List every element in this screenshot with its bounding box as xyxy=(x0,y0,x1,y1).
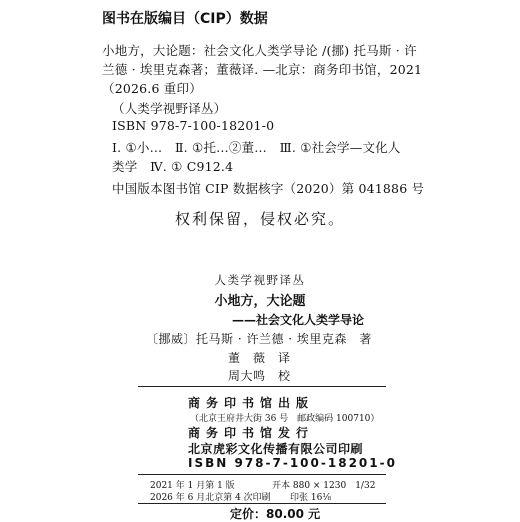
cip-line: 中国版本图书馆 CIP 数据核字（2020）第 041886 号 xyxy=(112,181,425,196)
book-subtitle: ——社会文化人类学导论 xyxy=(232,313,365,327)
cip-line: （2026.6 重印） xyxy=(102,81,202,96)
author-credit: 〔挪威〕托马斯 · 许兰德 · 埃里克森 著 xyxy=(146,332,372,346)
cip-line: （人类学视野译丛） xyxy=(112,101,227,116)
divider xyxy=(138,386,386,387)
cip-line: 类学 Ⅳ. ① C912.4 xyxy=(112,159,234,174)
translator-credit: 董 薇 译 xyxy=(228,351,291,365)
book-format: 开本 880 × 1230 1/32 xyxy=(272,481,376,491)
rights-notice: 权利保留，侵权必究。 xyxy=(174,210,345,228)
cip-line: 兰德 · 埃里克森著；董薇译. —北京：商务印书馆，2021 xyxy=(102,62,423,77)
divider xyxy=(138,474,386,475)
printed-sheets: 印张 16⅛ xyxy=(290,493,332,503)
distributor-line: 商务印书馆发行 xyxy=(188,426,315,440)
printer-line: 北京虎彩文化传播有限公司印刷 xyxy=(188,442,364,456)
reprint-info: 2026 年 6 月北京第 4 次印刷 xyxy=(150,493,271,503)
proofreader-credit: 周大鸣 校 xyxy=(228,369,291,383)
cip-isbn: ISBN 978-7-100-18201-0 xyxy=(112,118,275,133)
first-edition: 2021 年 1 月第 1 版 xyxy=(150,481,235,491)
publisher-address: （北京王府井大街 36 号 邮政编码 100710） xyxy=(190,414,380,424)
publisher-line: 商务印书馆出版 xyxy=(188,396,315,410)
isbn: ISBN 978-7-100-18201-0 xyxy=(188,456,397,470)
cip-line: 小地方，大论题：社会文化人类学导论 /(挪) 托马斯 · 许 xyxy=(102,43,417,58)
book-title: 小地方，大论题 xyxy=(214,294,306,309)
series-name: 人类学视野译丛 xyxy=(214,273,306,287)
cip-line: Ⅰ. ①小… Ⅱ. ①托…②董… Ⅲ. ①社会学—文化人 xyxy=(112,140,401,155)
price: 定价：80.00 元 xyxy=(230,507,321,521)
cip-heading: 图书在版编目（CIP）数据 xyxy=(102,11,268,27)
divider xyxy=(138,503,386,504)
